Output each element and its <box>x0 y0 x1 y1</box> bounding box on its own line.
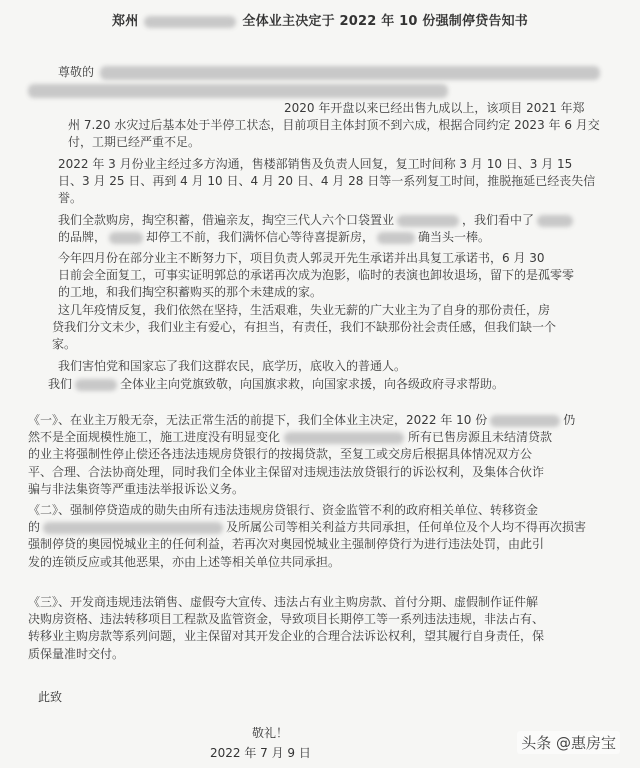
paragraph-4 <box>28 250 616 302</box>
paragraph-6 <box>28 358 616 375</box>
section-3 <box>28 594 616 663</box>
text-line: 质保量准时交付。 <box>28 646 125 661</box>
text-run: 却停工不前，我们满怀信心等待喜提新房， <box>146 230 375 245</box>
text-run: 所有已售房源且未结清贷款 <box>408 430 553 445</box>
text-line: 今年四月份在部分业主不断努力下，项目负责人郭灵开先生承诺并出具复工承诺书，6 月 30 <box>58 251 545 265</box>
text-line: 家。 <box>52 337 77 352</box>
text-line: 平、合理、合法协商处理，同时我们全体业主保留对违规违法放贷银行的诉讼权利，及集体合伙诈 <box>28 464 545 479</box>
text-line: 《三》、开发商违规违法销售、虚假夸大宣传、违法占有业主购房款、首付分期、虚假制作证件解 <box>28 595 539 609</box>
letter-date: 2022 年 7 月 9 日 <box>210 746 311 760</box>
text-run: 的品牌， <box>58 230 107 245</box>
text-line: 的业主将强制性停止偿还各违法违规房贷银行的按揭贷款，至复工或交房后根据具体情况双方公 <box>28 447 533 462</box>
text-line: 这几年疫情反复，我们依然在坚持，生活艰难，失业无薪的广大业主为了自身的那份责任，房 <box>58 303 551 317</box>
text-run: 的 <box>28 520 41 535</box>
redacted-line <box>28 82 616 99</box>
closing: 此致 <box>38 690 63 704</box>
text-line: 州 7.20 水灾过后基本处于半停工状态，目前项目主体封顶不到六成，根据合同约定 2023 年 6 月交 <box>68 118 600 133</box>
source-watermark: 头条 @惠房宝 <box>517 731 620 754</box>
redacted-block <box>397 215 459 227</box>
text-run: 及所属公司等相关利益方共同承担，任何单位及个人均不得再次损害 <box>226 520 587 535</box>
text-run: 确当头一棒。 <box>418 230 491 245</box>
redacted-block <box>43 522 223 534</box>
text-line: 的工地，和我们掏空积蓄购买的那个未建成的家。 <box>58 285 323 300</box>
paragraph-3 <box>28 212 616 246</box>
paragraph-1 <box>28 100 616 152</box>
text-line: 贷我们分文未少，我们业主有爱心，有担当，有责任，我们不缺那份社会责任感，但我们缺一个 <box>52 320 557 335</box>
redacted-block <box>109 232 143 244</box>
text-line: 日前会全面复工，可事实证明郭总的承诺再次成为泡影，临时的表演也卸妆退场，留下的是孤零零 <box>58 268 575 283</box>
redacted-block <box>537 215 573 227</box>
text-run: 仍 <box>563 413 576 427</box>
page-title <box>0 10 640 29</box>
title-text: 全体业主决定于 2022 年 10 份强制停贷告知书 <box>242 14 528 29</box>
text-line: 转移业主购房款等系列问题，业主保留对其开发企业的合理合法诉讼权利，望其履行自身责任，保 <box>28 629 545 644</box>
text-run: 然不是全面规模性施工，施工进度没有明显变化 <box>28 430 281 445</box>
section-1 <box>28 412 616 498</box>
text-line: 决购房资格、违法转移项目工程款及监管资金，导致项目长期停工等一系列违法违规，非法占有、 <box>28 612 545 627</box>
text-line: 发的连锁反应或其他恶果，亦由上述等相关单位共同承担。 <box>28 554 341 569</box>
redacted-block <box>144 16 236 28</box>
text-line: 《二》、强制停贷造成的勋失由所有违法违规房贷银行、资金监管不利的政府相关单位、转移资金 <box>28 503 539 517</box>
redacted-block <box>100 66 600 80</box>
text-line: 骗与非法集资等严重违法举报诉讼义务。 <box>28 481 245 496</box>
salutation: 尊敬的 <box>58 65 95 79</box>
redacted-block <box>490 415 560 427</box>
paragraph-2 <box>28 156 616 208</box>
section-2 <box>28 502 616 571</box>
paragraph-7 <box>28 376 616 393</box>
text-line: 2022 年 3 月份业主经过多方沟通，售楼部销售及负责人回复，复工时间称 3 月 10 日、3 月 15 <box>58 157 573 171</box>
text-line: 2020 年开盘以来已经出售九成以上，该项目 2021 年郑 <box>284 101 585 115</box>
title-prefix: 郑州 <box>112 14 139 29</box>
redacted-block <box>284 432 404 444</box>
text-run: 《一》、在业主万般无奈，无法正常生活的前提下，我们全体业主决定，2022 年 10 份 <box>28 413 488 427</box>
text-run: 我们全款购房，掏空积蓄，借遍亲友，掏空三代人六个口袋置业 <box>58 213 395 227</box>
text-run: ，我们看中了 <box>462 213 535 227</box>
text-line: 日、3 月 25 日、再到 4 月 10 日、4 月 20 日、4 月 28 日等一系列复工时间，推脱拖延已经丧失信 <box>58 174 596 189</box>
salutation-line <box>28 64 616 81</box>
respect-line: 敬礼！ <box>252 726 289 740</box>
redacted-block <box>75 379 117 391</box>
text-run: 我们 <box>48 377 73 391</box>
redacted-block <box>377 232 415 244</box>
text-line: 我们害怕党和国家忘了我们这群农民，底学历，底收入的普通人。 <box>58 359 407 373</box>
paragraph-5 <box>28 302 616 354</box>
redacted-block <box>28 84 448 98</box>
text-line: 强制停贷的奥园悦城业主的任何利益，若再次对奥园悦城业主强制停贷行为进行违法处罚，由此引 <box>28 537 545 552</box>
text-line: 誉。 <box>58 191 83 206</box>
text-line: 付，工期已经严重不足。 <box>68 135 201 150</box>
text-run: 全体业主向党旗致敬，向国旗求救，向国家求援，向各级政府寻求帮助。 <box>120 377 505 391</box>
